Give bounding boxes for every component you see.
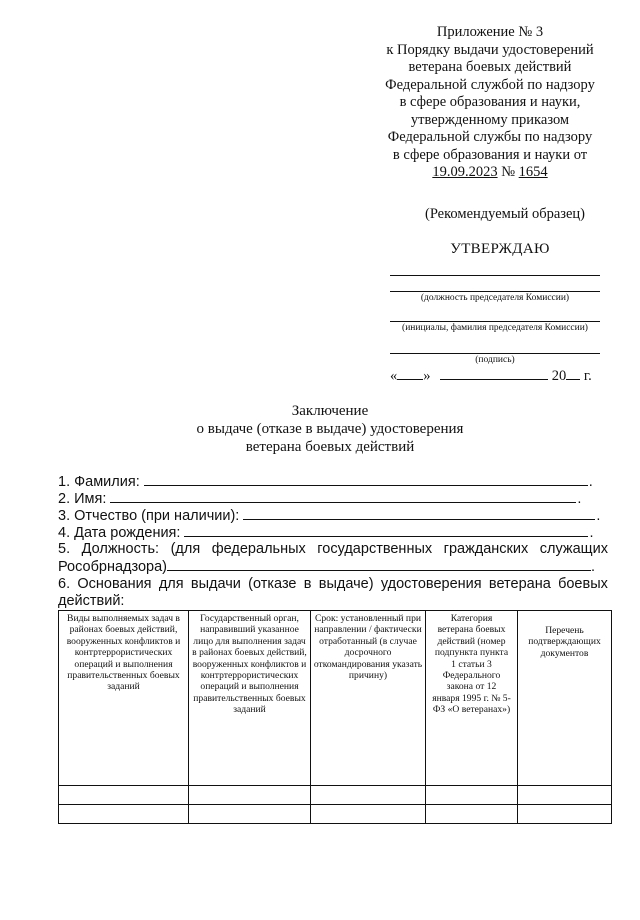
grounds-word: Основания (77, 576, 152, 592)
name-caption: (инициалы, фамилия председателя Комиссии) (402, 323, 588, 333)
header-cell-term: Срок: установленный при направлении / фактически отработанный (в случае досрочного откомандирования указать причину) (311, 611, 426, 786)
position-line-1 (390, 275, 600, 276)
header-cell-agency: Государственный орган, направивший указанное лицо для выполнения задач в районах боевых действий, вооруженных конфликтов и контртеррористических операций и выполнения правительственных боевых заданий (189, 611, 311, 786)
order-date: 19.09.2023 (432, 164, 498, 180)
patronymic-line (243, 507, 595, 520)
table-row (59, 786, 612, 805)
position-field (58, 541, 608, 576)
table-cell[interactable] (518, 805, 612, 824)
year-suffix: г. (583, 368, 592, 384)
surname-field (58, 473, 608, 490)
appendix-line: в сфере образования и науки, (399, 94, 581, 110)
name-label: 2. Имя: (58, 491, 107, 507)
appendix-line: утвержденному приказом (410, 111, 570, 128)
date-open-quote: « (390, 368, 398, 384)
appendix-line: к Порядку выдачи удостоверений (386, 41, 594, 58)
order-reference (360, 164, 620, 182)
appendix-line: ветерана боевых действий (408, 59, 572, 75)
name-line (110, 490, 576, 503)
surname-line (144, 473, 588, 486)
grounds-row2 (58, 593, 608, 610)
terminator: . (577, 491, 582, 507)
position-fill-row (58, 558, 608, 576)
table-cell[interactable] (59, 805, 189, 824)
appendix-line: Федеральной службы по надзору (387, 129, 593, 145)
appendix-header (360, 24, 620, 182)
date-close-quote: » (423, 368, 431, 384)
order-number-sign: № (501, 164, 516, 180)
grounds-word: выдаче) (318, 576, 374, 592)
appendix-line: Федеральной службой по надзору (385, 76, 595, 93)
terminator: . (588, 474, 593, 490)
table-header-row (59, 611, 612, 786)
grounds-word: в (303, 576, 312, 592)
position-line (167, 558, 591, 571)
birth-date-field (58, 524, 608, 541)
position-caption: (должность председателя Комиссии) (420, 293, 570, 303)
position-word: (для (170, 541, 201, 557)
table-cell[interactable] (311, 805, 426, 824)
patronymic-label: 3. Отчество (при наличии): (58, 508, 240, 524)
document-title (100, 402, 560, 456)
birth-date-line (184, 524, 588, 537)
position-word: Должность: (81, 541, 160, 557)
grounds-word: (отказе (248, 576, 297, 592)
year-prefix: 20 (551, 368, 567, 384)
order-number: 1654 (518, 164, 548, 180)
grounds-word: ветерана (488, 576, 551, 592)
day-blank (397, 367, 423, 380)
grounds-word: боевых (558, 576, 608, 592)
title-line: о выдаче (отказе в выдаче) удостоверения (196, 421, 464, 437)
terminator: . (590, 559, 596, 575)
grounds-word: 6. (58, 576, 71, 592)
grounds-word: удостоверения (380, 576, 482, 592)
table-cell[interactable] (311, 786, 426, 805)
name-line (390, 321, 600, 322)
grounds-word: выдачи (190, 576, 241, 592)
grounds-label-row (58, 576, 608, 593)
position-word: государственных (317, 541, 433, 557)
signature-line (390, 353, 600, 354)
position-cont: Рособрнадзора) (58, 559, 167, 575)
grounds-cont: действий: (58, 593, 125, 609)
birth-date-label: 4. Дата рождения: (58, 525, 181, 541)
table-cell[interactable] (426, 786, 518, 805)
table-cell[interactable] (189, 786, 311, 805)
header-cell-tasks: Виды выполняемых задач в районах боевых действий, вооруженных конфликтов и контртеррористических операций и выполнения правительственных боевых заданий (59, 611, 189, 786)
surname-label: 1. Фамилия: (58, 474, 140, 490)
header-cell-category: Категория ветерана боевых действий (номер подпункта пункта 1 статьи 3 Федерального закона от 12 января 1995 г. № 5-ФЗ «О ветеранах») (426, 611, 518, 786)
table-row (59, 805, 612, 824)
signature-caption: (подпись) (475, 355, 515, 365)
grounds-word: для (158, 576, 184, 592)
position-word: 5. (58, 541, 71, 557)
table-cell[interactable] (426, 805, 518, 824)
terminator: . (589, 525, 594, 541)
name-field (58, 490, 608, 507)
table-cell[interactable] (189, 805, 311, 824)
title-line: ветерана боевых действий (245, 439, 415, 455)
position-word: федеральных (211, 541, 306, 557)
table-cell[interactable] (518, 786, 612, 805)
grounds-field (58, 576, 608, 610)
position-label-row (58, 541, 608, 558)
header-cell-documents: Перечень подтверждающих документов (518, 611, 612, 786)
approval-date-row (390, 367, 610, 385)
month-blank (440, 367, 548, 380)
patronymic-field (58, 507, 608, 524)
appendix-line: Приложение № 3 (436, 24, 544, 40)
title-line: Заключение (291, 403, 369, 419)
table-cell[interactable] (59, 786, 189, 805)
position-word: служащих (539, 541, 608, 557)
sample-note: (Рекомендуемый образец) (424, 206, 586, 222)
position-line-2 (390, 291, 600, 292)
grounds-table (58, 610, 612, 824)
position-word: гражданских (443, 541, 529, 557)
appendix-line: в сфере образования и науки от (392, 146, 588, 163)
terminator: . (596, 508, 601, 524)
year-blank (566, 367, 580, 380)
approval-heading: УТВЕРЖДАЮ (450, 241, 550, 257)
